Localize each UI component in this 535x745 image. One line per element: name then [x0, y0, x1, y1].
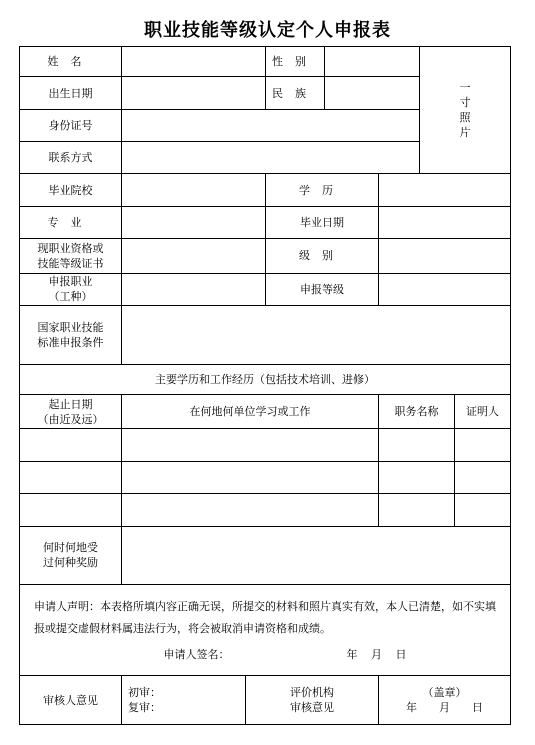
awards-field[interactable]: [122, 526, 511, 585]
history-date-cell[interactable]: [20, 461, 122, 493]
history-position-cell[interactable]: [379, 461, 455, 493]
school-label: 毕业院校: [20, 174, 122, 206]
history-date-cell[interactable]: [20, 494, 122, 526]
id-number-label: 身份证号: [20, 109, 122, 141]
stamp-label: （盖章）: [422, 686, 467, 700]
photo-char: 寸: [459, 96, 471, 110]
history-date-cell[interactable]: [20, 429, 122, 461]
contact-field[interactable]: [122, 142, 420, 174]
birth-date-label: 出生日期: [20, 77, 122, 109]
ethnicity-field[interactable]: [325, 77, 420, 109]
level-field[interactable]: [379, 239, 511, 273]
school-field[interactable]: [122, 174, 266, 206]
apply-job-label: 申报职业 （工种）: [20, 273, 122, 305]
gender-label: 性别: [266, 47, 325, 77]
history-unit-cell[interactable]: [122, 429, 379, 461]
photo-char: 片: [459, 126, 471, 140]
witness-header: 证明人: [455, 395, 511, 429]
grad-date-label: 毕业日期: [266, 206, 379, 238]
application-form-table: [19, 46, 511, 725]
apply-level-label: 申报等级: [266, 273, 379, 305]
education-field[interactable]: [379, 174, 511, 206]
name-field[interactable]: [122, 47, 266, 77]
eval-org-label: 评价机构 审核意见: [246, 676, 379, 725]
ethnicity-label: 民族: [266, 77, 325, 109]
major-label: 专业: [20, 206, 122, 238]
declaration-text: 申请人声明：本表格所填内容正确无误，所提交的材料和照片真实有效，本人已清楚，如不实填报或提交虚假材料属违法行为，将会被取消申请资格和成绩。: [34, 600, 496, 636]
first-review-label: 初审：: [128, 686, 161, 700]
history-witness-cell[interactable]: [455, 461, 511, 493]
level-label: 级别: [266, 239, 379, 273]
history-witness-cell[interactable]: [455, 429, 511, 461]
history-row: [20, 494, 511, 526]
photo-char: 一: [459, 81, 471, 95]
name-label: 姓名: [20, 47, 122, 77]
history-header: 主要学历和工作经历（包括技术培训、进修）: [20, 364, 511, 394]
eval-org-field[interactable]: [379, 676, 511, 725]
history-unit-cell[interactable]: [122, 461, 379, 493]
reviewer-opinion-label: 审核人意见: [20, 676, 122, 725]
position-header: 职务名称: [379, 395, 455, 429]
current-cert-label: 现职业资格或 技能等级证书: [20, 239, 122, 273]
form-title: 职业技能等级认定个人申报表: [144, 20, 391, 41]
std-conditions-label: 国家职业技能 标准申报条件: [20, 305, 122, 364]
major-field[interactable]: [122, 206, 266, 238]
id-number-field[interactable]: [122, 109, 420, 141]
apply-job-field[interactable]: [122, 273, 266, 305]
education-label: 学历: [266, 174, 379, 206]
history-position-cell[interactable]: [379, 494, 455, 526]
history-row: [20, 461, 511, 493]
current-cert-field[interactable]: [122, 239, 266, 273]
review-field[interactable]: [122, 676, 246, 725]
second-review-label: 复审：: [128, 701, 161, 715]
where-unit-header: 在何地何单位学习或工作: [122, 395, 379, 429]
declaration-cell: [20, 585, 511, 676]
std-conditions-field[interactable]: [122, 305, 511, 364]
contact-label: 联系方式: [20, 142, 122, 174]
photo-box[interactable]: [420, 47, 511, 174]
photo-char: 照: [459, 111, 471, 125]
history-row: [20, 429, 511, 461]
gender-field[interactable]: [325, 47, 420, 77]
grad-date-field[interactable]: [379, 206, 511, 238]
awards-label: 何时何地受 过何种奖励: [20, 526, 122, 585]
stamp-date: 年 月 日: [406, 701, 484, 715]
signature-line[interactable]: 申请人签名： 年 月 日: [163, 648, 407, 662]
birth-date-field[interactable]: [122, 77, 266, 109]
apply-level-field[interactable]: [379, 273, 511, 305]
start-end-date-header: 起止日期 （由近及远）: [20, 395, 122, 429]
history-unit-cell[interactable]: [122, 494, 379, 526]
history-witness-cell[interactable]: [455, 494, 511, 526]
history-position-cell[interactable]: [379, 429, 455, 461]
